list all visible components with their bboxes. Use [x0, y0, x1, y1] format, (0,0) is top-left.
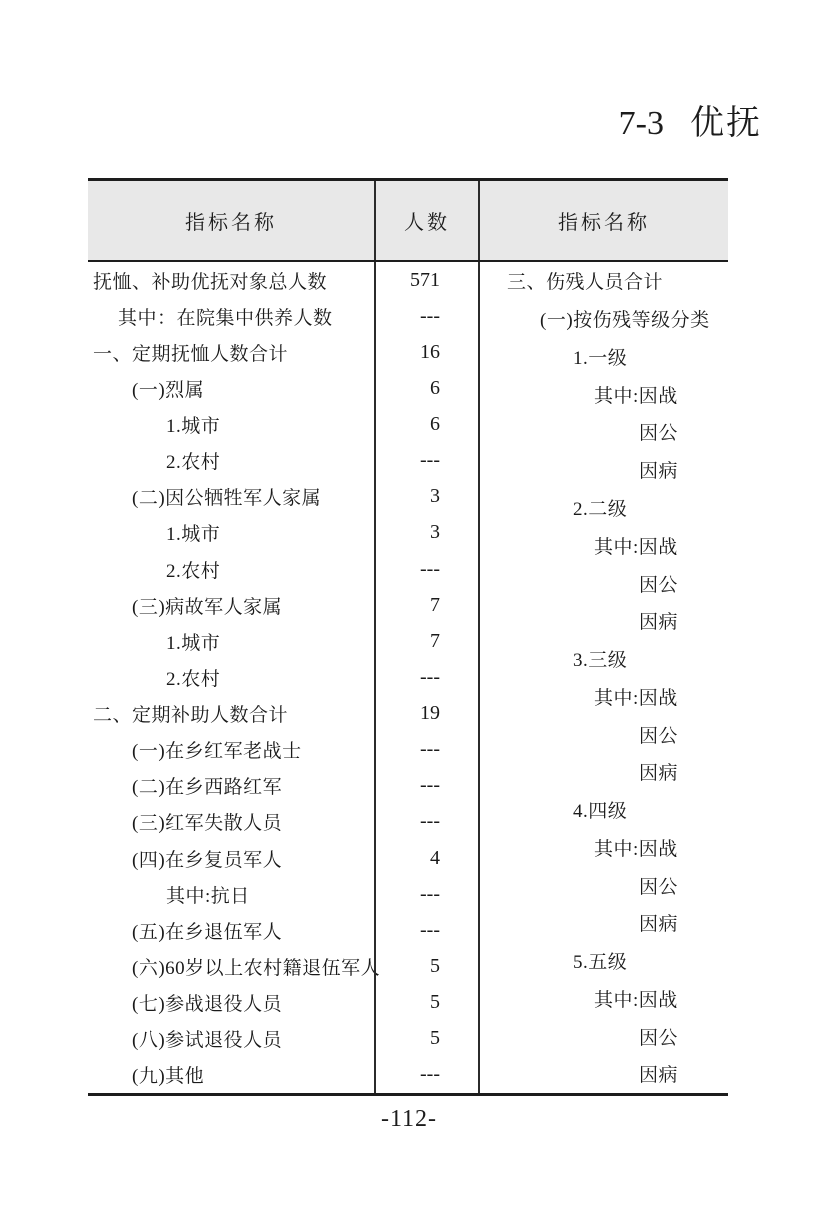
- table-row: [88, 479, 480, 515]
- table-row: [480, 526, 728, 564]
- table-row: [480, 602, 728, 640]
- table-row: [88, 515, 480, 551]
- indicator-label: (一)按伤残等级分类: [540, 310, 710, 332]
- indicator-label: 其中:因战: [594, 536, 678, 558]
- indicator-label: (七)参战退役人员: [132, 994, 283, 1016]
- indicator-label: 3.三级: [573, 650, 628, 672]
- indicator-label: 其中:因战: [594, 687, 678, 709]
- indicator-label: 5.五级: [573, 952, 628, 974]
- indicator-label: 2.农村: [166, 560, 221, 582]
- page-title: [619, 104, 762, 145]
- table-row: [480, 338, 728, 376]
- table-row: [480, 715, 728, 753]
- indicator-label: 因公: [639, 1027, 679, 1049]
- indicator-label: (四)在乡复员军人: [132, 849, 283, 871]
- count-value: 5: [374, 985, 480, 1021]
- header-count: 人数: [374, 181, 480, 260]
- indicator-label: 因病: [639, 763, 679, 785]
- table-row: [88, 876, 480, 912]
- table-row: [480, 904, 728, 942]
- count-value: 16: [374, 334, 480, 370]
- right-indicator-column: [480, 262, 728, 1093]
- indicator-label: (五)在乡退伍军人: [132, 921, 283, 943]
- count-value: ---: [374, 551, 480, 587]
- indicator-label: (八)参试退役人员: [132, 1030, 283, 1052]
- indicator-label: 1.城市: [166, 416, 221, 438]
- indicator-label: 一、定期抚恤人数合计: [93, 343, 289, 365]
- table-row: [88, 1021, 480, 1057]
- count-value: 571: [374, 262, 480, 298]
- indicator-label: 因病: [639, 914, 679, 936]
- table-row: [480, 1017, 728, 1055]
- count-value: ---: [374, 876, 480, 912]
- table-header-row: [88, 181, 728, 262]
- table-row: [88, 840, 480, 876]
- indicator-label: 因公: [639, 423, 679, 445]
- indicator-label: 二、定期补助人数合计: [93, 705, 289, 727]
- indicator-label: 其中:因战: [594, 989, 678, 1011]
- indicator-label: (一)在乡红军老战士: [132, 741, 302, 763]
- header-indicator-left: 指标名称: [185, 212, 277, 234]
- table-row: [88, 732, 480, 768]
- indicator-label: 抚恤、补助优抚对象总人数: [93, 271, 328, 293]
- table-row: [88, 696, 480, 732]
- indicator-label: 因病: [639, 1065, 679, 1087]
- table-row: [480, 489, 728, 527]
- table-row: [88, 443, 480, 479]
- indicator-label: 因病: [639, 461, 679, 483]
- count-value: 3: [374, 479, 480, 515]
- count-value: ---: [374, 443, 480, 479]
- table-row: [88, 659, 480, 695]
- indicator-label: 其中:因战: [594, 838, 678, 860]
- indicator-label: 1.一级: [573, 347, 628, 369]
- count-value: 3: [374, 515, 480, 551]
- table-number: 7-3: [618, 105, 664, 142]
- count-value: ---: [374, 804, 480, 840]
- indicator-label: 其中:抗日: [166, 885, 250, 907]
- indicator-label: 2.农村: [166, 668, 221, 690]
- table-row: [88, 334, 480, 370]
- table-row: [88, 262, 480, 298]
- table-row: [480, 753, 728, 791]
- table-row: [88, 912, 480, 948]
- count-value: 4: [374, 840, 480, 876]
- count-value: ---: [374, 768, 480, 804]
- count-value: ---: [374, 732, 480, 768]
- table-row: [480, 262, 728, 300]
- indicator-label: 1.城市: [166, 632, 221, 654]
- indicator-label: 因公: [639, 574, 679, 596]
- indicator-label: 其中：在院集中供养人数: [118, 307, 333, 329]
- indicator-label: 三、伤残人员合计: [507, 272, 664, 294]
- table-row: [480, 413, 728, 451]
- page-number: -112-: [380, 1106, 438, 1132]
- indicator-label: (六)60岁以上农村籍退伍军人: [132, 957, 381, 979]
- table-row: [480, 564, 728, 602]
- indicator-label: 因公: [639, 876, 679, 898]
- table-row: [480, 300, 728, 338]
- indicator-label: (九)其他: [132, 1066, 205, 1088]
- indicator-label: 4.四级: [573, 801, 628, 823]
- table-row: [88, 804, 480, 840]
- count-value: 7: [374, 587, 480, 623]
- table-row: [480, 677, 728, 715]
- table-row: [88, 587, 480, 623]
- table-row: [88, 985, 480, 1021]
- indicator-label: (二)因公牺牲军人家属: [132, 488, 322, 510]
- count-value: 6: [374, 407, 480, 443]
- table-row: [480, 1055, 728, 1093]
- indicator-label: 因公: [639, 725, 679, 747]
- table-row: [480, 980, 728, 1018]
- table-row: [88, 298, 480, 334]
- indicator-label: (三)红军失散人员: [132, 813, 283, 835]
- indicator-label: 2.二级: [573, 498, 628, 520]
- table-body: [88, 262, 728, 1093]
- count-value: ---: [374, 912, 480, 948]
- header-indicator-right: 指标名称: [558, 212, 650, 234]
- indicator-label: (二)在乡西路红军: [132, 777, 283, 799]
- indicator-label: (三)病故军人家属: [132, 596, 283, 618]
- table-row: [88, 407, 480, 443]
- table-row: [480, 640, 728, 678]
- indicator-label: 2.农村: [166, 452, 221, 474]
- count-value: ---: [374, 659, 480, 695]
- table-row: [480, 375, 728, 413]
- indicator-label: 1.城市: [166, 524, 221, 546]
- count-value: 6: [374, 370, 480, 406]
- table-row: [480, 451, 728, 489]
- left-indicator-column: [88, 262, 480, 1093]
- count-value: 5: [374, 1021, 480, 1057]
- count-value: ---: [374, 298, 480, 334]
- indicator-label: (一)烈属: [132, 379, 205, 401]
- table-row: [88, 370, 480, 406]
- table-row: [88, 1057, 480, 1093]
- table-row: [480, 942, 728, 980]
- indicator-label: 其中:因战: [594, 385, 678, 407]
- table-row: [88, 948, 480, 984]
- table-title-text: 优抚: [690, 105, 762, 142]
- count-value: ---: [374, 1057, 480, 1093]
- table-row: [480, 791, 728, 829]
- count-value: 19: [374, 696, 480, 732]
- count-value: 5: [374, 948, 480, 984]
- table-row: [480, 828, 728, 866]
- table-row: [480, 866, 728, 904]
- table-row: [88, 551, 480, 587]
- table-row: [88, 623, 480, 659]
- table-row: [88, 768, 480, 804]
- indicator-label: 因病: [639, 612, 679, 634]
- count-value: 7: [374, 623, 480, 659]
- statistics-table: [88, 178, 728, 1096]
